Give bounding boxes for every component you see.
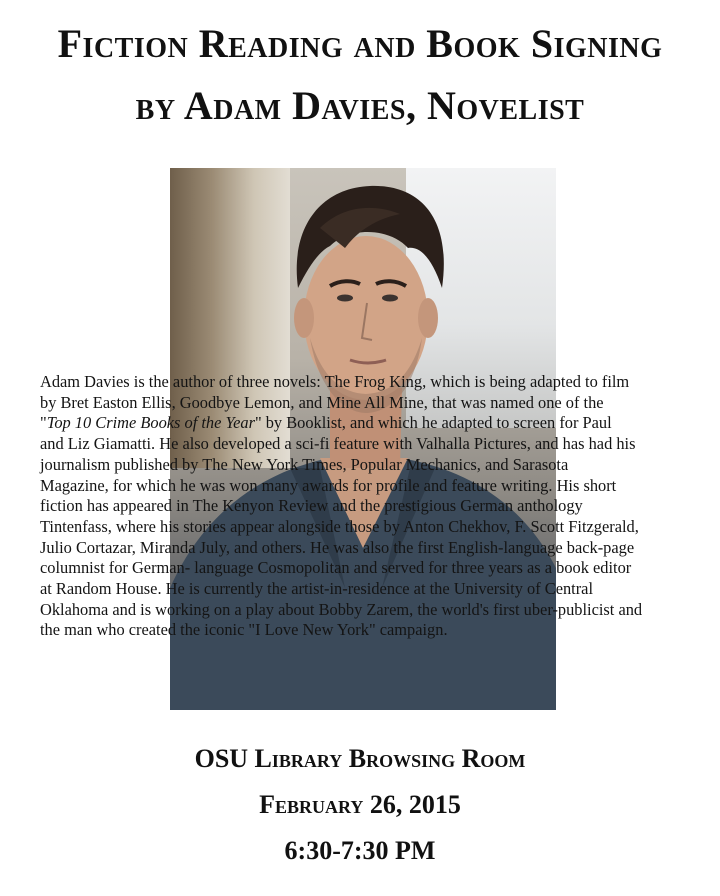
- bio-line: fiction has appeared in The Kenyon Review and the prestigious German anthology: [40, 496, 583, 516]
- event-venue: OSU Library Browsing Room: [194, 744, 526, 773]
- bio-line: journalism published by The New York Times, Popular Mechanics, and Sarasota: [40, 454, 569, 474]
- bio-line: Oklahoma and is working on a play about Bobby Zarem, the world's first uber-publicist and: [40, 599, 643, 619]
- event-title-line-2: by Adam Davies, Novelist: [135, 83, 585, 128]
- bio-line: at Random House. He is currently the artist-in-residence at the University of Central: [40, 579, 594, 599]
- event-title-line-1: Fiction Reading and Book Signing: [57, 21, 663, 66]
- bio-line: Adam Davies is the author of three novels: The Frog King, which is being adapted to film: [40, 372, 630, 391]
- bio-line: the man who created the iconic "I Love New York" campaign.: [40, 620, 448, 640]
- bio-book-honor: Top 10 Crime Books of the Year: [46, 413, 255, 433]
- bio-line: Julio Cortazar, Miranda July, and others. He was also the first English-language back-page: [40, 537, 635, 557]
- bio-line: Magazine, for which he was won many awards for profile and feature writing. His short: [40, 475, 617, 495]
- bio-line: columnist for German- language Cosmopolitan and served for three years as a book editor: [40, 558, 632, 578]
- bio-line: [40, 413, 690, 434]
- bio-line: Tintenfass, where his stories appear alongside those by Anton Chekhov, F. Scott Fitzgerald,: [40, 516, 639, 536]
- bio-quote-open: ": [40, 413, 47, 433]
- event-time: 6:30-7:30 PM: [284, 836, 436, 865]
- bio-line-rest: " by Booklist, and which he adapted to screen for Paul: [254, 413, 612, 433]
- author-bio-paragraph: [40, 372, 690, 641]
- event-date: February 26, 2015: [259, 790, 461, 819]
- bio-line: and Liz Giamatti. He also developed a sci-fi feature with Valhalla Pictures, and has had his: [40, 434, 636, 454]
- bio-line: by Bret Easton Ellis, Goodbye Lemon, and Mine All Mine, that was named one of the: [40, 392, 604, 412]
